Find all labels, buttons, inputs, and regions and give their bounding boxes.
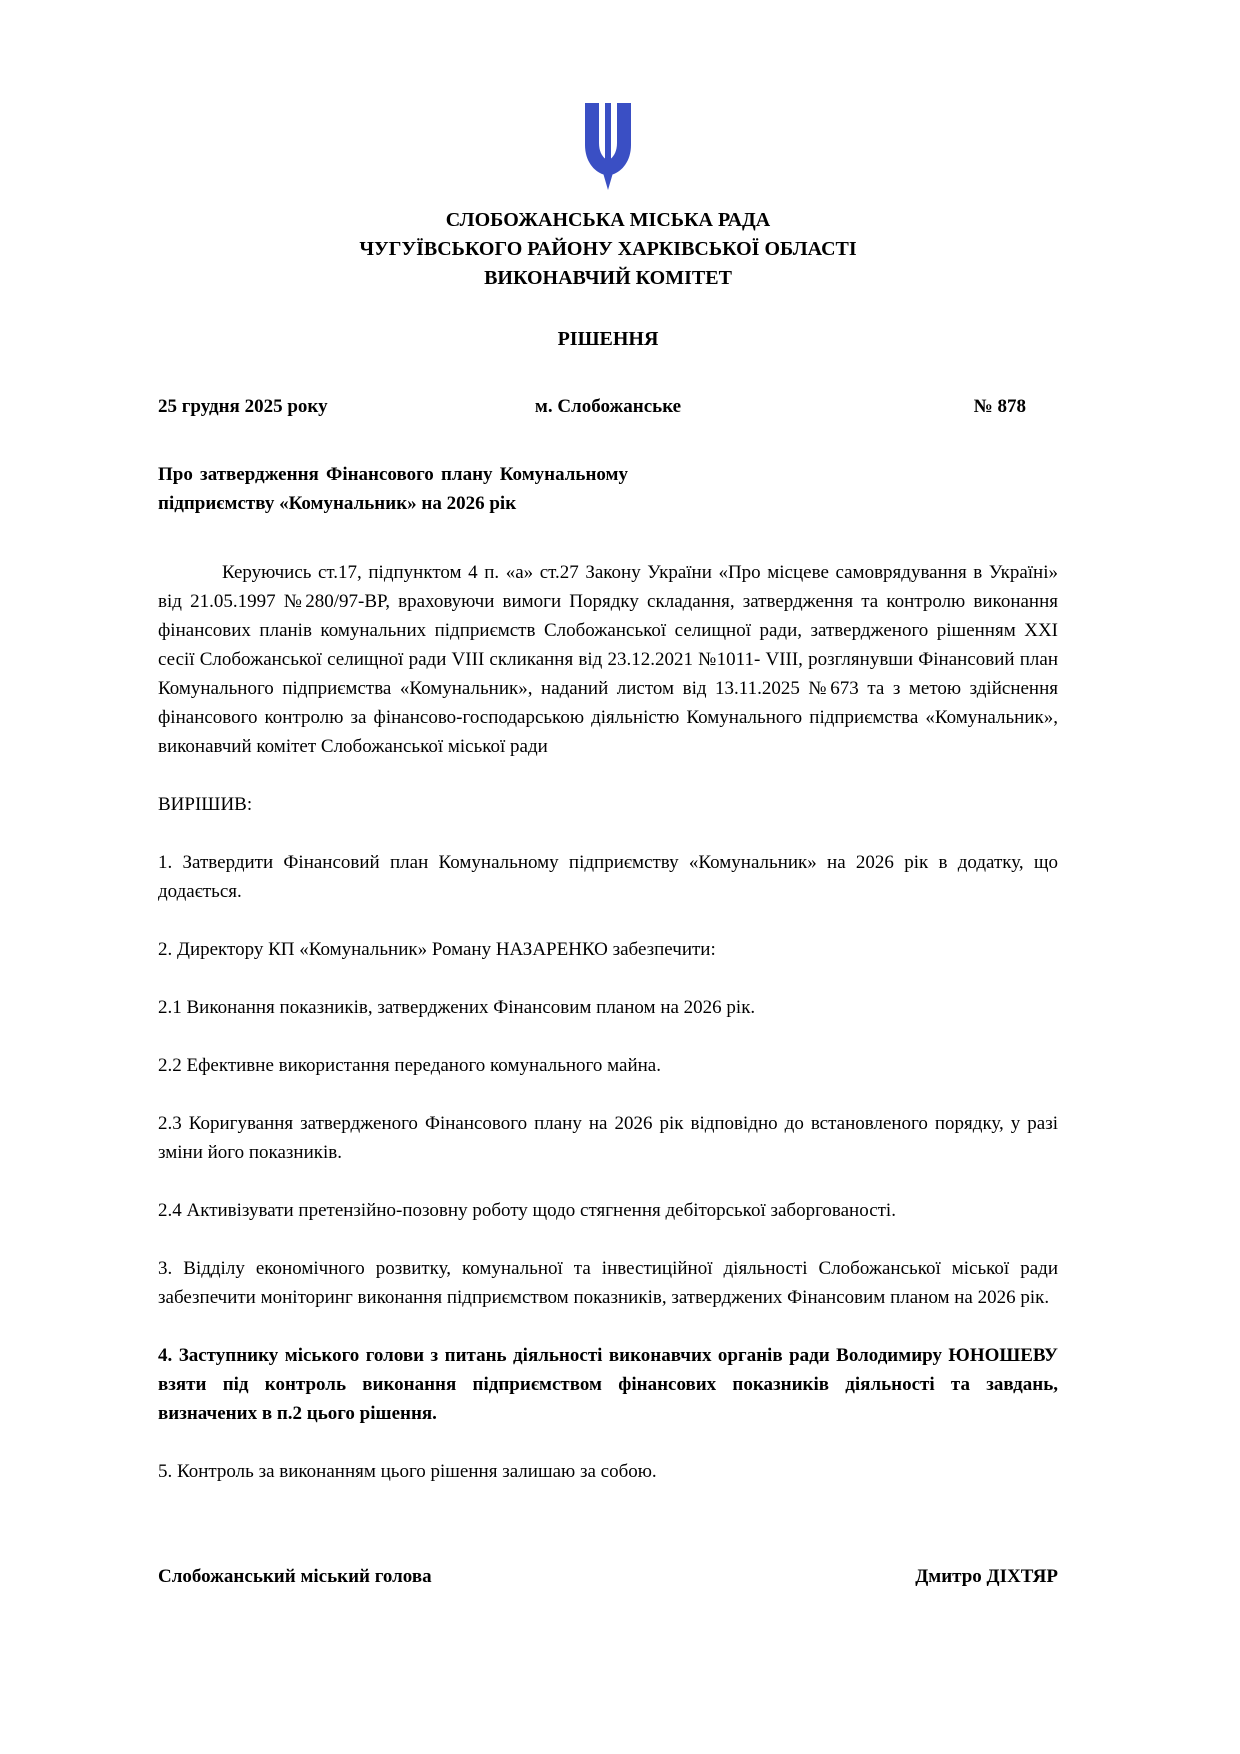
emblem-container: [158, 103, 1058, 200]
org-name-line3: ВИКОНАВЧИЙ КОМІТЕТ: [484, 267, 732, 289]
preamble-paragraph: Керуючись ст.17, підпунктом 4 п. «а» ст.27 Закону України «Про місцеве самоврядування в Україні» від 21.05.1997 №280/97-ВР, враховуючи вимоги Порядку складання, затвердження та контролю виконання фінансових планів комунальних підприємств Слобожанської селищної ради, затвердженого рішенням XXI сесії Слобожанської селищної ради VIII скликання від 23.12.2021 №1011- VIII, розглянувши Фінансовий план Комунального підприємства «Комунальник», наданий листом від 13.11.2025 №673 та з метою здійснення фінансового контролю за фінансово-господарською діяльністю Комунального підприємства «Комунальник», виконавчий комітет Слобожанської міської ради: [158, 562, 1058, 757]
meta-row: [158, 392, 1058, 421]
org-name-line2: ЧУГУЇВСЬКОГО РАЙОНУ ХАРКІВСЬКОЇ ОБЛАСТІ: [359, 238, 857, 260]
document-subject: Про затвердження Фінансового плану Комунальному підприємству «Комунальник» на 2026 рік: [158, 464, 628, 514]
ukraine-trident-icon: [578, 103, 638, 191]
resolution-item-2: 2. Директору КП «Комунальник» Роману НАЗАРЕНКО забезпечити:: [158, 939, 716, 960]
document-date: 25 грудня 2025 року: [158, 396, 328, 417]
document-title: РІШЕННЯ: [557, 328, 659, 350]
resolved-label: ВИРІШИВ:: [158, 794, 253, 815]
document-place: м. Слобожанське: [534, 396, 682, 417]
signer-name: Дмитро ДІХТЯР: [915, 1566, 1058, 1587]
resolution-item-5: 5. Контроль за виконанням цього рішення залишаю за собою.: [158, 1461, 657, 1482]
org-name-line1: СЛОБОЖАНСЬКА МІСЬКА РАДА: [445, 209, 771, 231]
org-header: [158, 206, 1058, 293]
resolution-item-2-2: 2.2 Ефективне використання переданого комунального майна.: [158, 1055, 661, 1076]
resolution-item-1: 1. Затвердити Фінансовий план Комунальному підприємству «Комунальник» на 2026 рік в додатку, що додається.: [158, 852, 1058, 902]
signature-row: [158, 1562, 1058, 1591]
resolution-item-2-3: 2.3 Коригування затвердженого Фінансового плану на 2026 рік відповідно до встановленого порядку, у разі зміни його показників.: [158, 1113, 1058, 1163]
signer-position: Слобожанський міський голова: [158, 1566, 432, 1587]
resolution-item-2-1: 2.1 Виконання показників, затверджених Фінансовим планом на 2026 рік.: [158, 997, 756, 1018]
resolution-item-3: 3. Відділу економічного розвитку, комунальної та інвестиційної діяльності Слобожанської міської ради забезпечити моніторинг виконання підприємством показників, затверджених Фінансовим планом на 2026 рік.: [158, 1258, 1058, 1308]
trident-shape: [585, 103, 631, 190]
resolution-item-4: 4. Заступнику міського голови з питань діяльності виконавчих органів ради Володимиру ЮНОШЕВУ взяти під контроль виконання підприємством фінансових показників діяльності та завдань, визначених в п.2 цього рішення.: [158, 1345, 1058, 1424]
document-number: № 878: [973, 396, 1026, 417]
resolution-item-2-4: 2.4 Активізувати претензійно-позовну роботу щодо стягнення дебіторської заборгованості.: [158, 1200, 896, 1221]
